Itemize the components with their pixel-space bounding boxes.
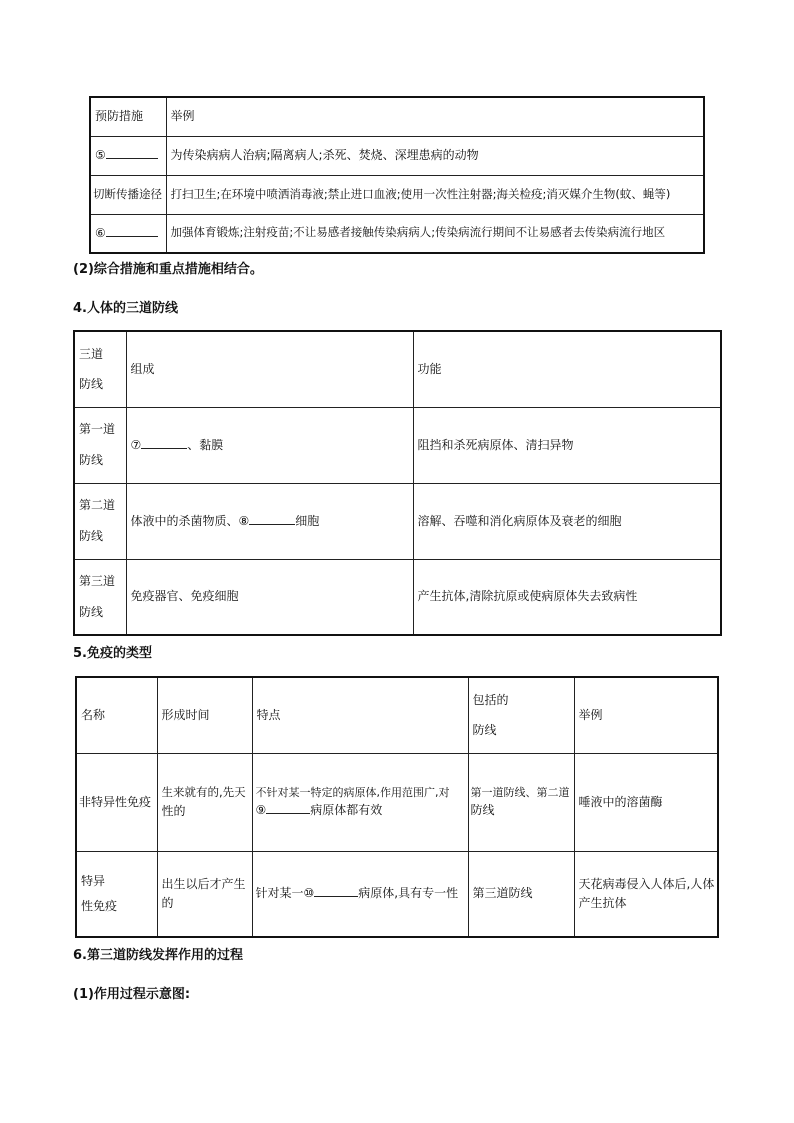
blank-cell: [90, 214, 166, 253]
feature-suffix: 病原体都有效: [310, 803, 383, 818]
composition-prefix: 体液中的杀菌物质、⑧: [130, 513, 250, 528]
section-title-immunity-types: 5.免疫的类型: [73, 646, 152, 661]
name-cell: [76, 753, 157, 851]
cell-line: 产生抗体: [578, 895, 627, 910]
cell-line: 生来就有的,先天: [161, 784, 246, 799]
header-cell: 预防措施: [90, 97, 166, 136]
table-row: [76, 677, 718, 753]
function-cell: 产生抗体,清除抗原或使病原体失去致病性: [413, 559, 721, 635]
feature-suffix: 病原体,具有专一性: [358, 886, 459, 901]
subsection-process-diagram: (1)作用过程示意图:: [73, 987, 191, 1002]
time-cell: [157, 753, 252, 851]
table-row: [74, 331, 721, 407]
cell-line: 不针对某一特定的病原体,作用范围广,对: [255, 786, 450, 800]
table-row: [90, 214, 704, 253]
cell-line: 非特异性免疫: [79, 794, 152, 809]
example-cell: 为传染病病人治病;隔离病人;杀死、焚烧、深埋患病的动物: [166, 136, 704, 175]
cell-line: 包括的: [472, 692, 509, 707]
cell-line: 特异: [81, 874, 106, 889]
include-cell: [468, 753, 574, 851]
feature-cell: [252, 851, 468, 937]
section-title-three-lines: 4.人体的三道防线: [73, 301, 178, 316]
table-row: [74, 483, 721, 559]
cell-line: 防线: [470, 803, 495, 818]
composition-prefix: ⑦: [130, 437, 142, 452]
cell-line: 第二道: [79, 498, 116, 513]
cell-line: 出生以后才产生: [161, 877, 246, 892]
fill-blank: [314, 885, 358, 897]
header-cell: 形成时间: [157, 677, 252, 753]
cell-line: 的: [161, 895, 174, 910]
cell-line: 性的: [161, 803, 186, 818]
function-cell: 溶解、吞噬和消化病原体及衰老的细胞: [413, 483, 721, 559]
cell-line: 防线: [79, 377, 104, 392]
cell-line: 第三道: [79, 574, 116, 589]
cell-line: 第一道防线、第二道: [470, 786, 570, 800]
cell-line: 第一道: [79, 422, 116, 437]
example-cell: 打扫卫生;在环境中喷洒消毒液;禁止进口血液;使用一次性注射器;海关检疫;消灭媒介生物(蚊、蝇等): [166, 175, 704, 214]
table-row: [90, 97, 704, 136]
composition-cell: 免疫器官、免疫细胞: [126, 559, 413, 635]
name-cell: [76, 851, 157, 937]
include-cell: 第三道防线: [468, 851, 574, 937]
table-row: [90, 175, 704, 214]
fill-blank: [266, 802, 310, 814]
cell-line: [256, 801, 465, 820]
header-cell: [468, 677, 574, 753]
example-cell: 加强体育锻炼;注射疫苗;不让易感者接触传染病病人;传染病流行期间不让易感者去传染病流行地区: [166, 214, 704, 253]
table-row: [74, 559, 721, 635]
cell-line: 唾液中的溶菌酶: [578, 794, 663, 809]
fill-blank: [249, 513, 295, 525]
cell-line: 防线: [79, 529, 104, 543]
example-cell: [574, 851, 718, 937]
cell-line: 天花病毒侵入人体后,人体: [578, 877, 715, 892]
composition-suffix: 、黏膜: [187, 437, 224, 452]
blank-cell: [90, 136, 166, 175]
feature-cell: [252, 753, 468, 851]
table-row: [90, 136, 704, 175]
line-cell: [74, 483, 126, 559]
blank-number: ⑨: [255, 803, 267, 818]
prevention-measures-table: [89, 96, 705, 254]
example-cell: [574, 753, 718, 851]
header-cell: [74, 331, 126, 407]
cell-line: 防线: [472, 723, 497, 738]
fill-blank: [106, 225, 158, 237]
blank-number: ⑤: [95, 148, 106, 163]
table-row: [74, 407, 721, 483]
composition-suffix: 细胞: [295, 513, 320, 528]
header-cell: 功能: [413, 331, 721, 407]
time-cell: [157, 851, 252, 937]
fill-blank: [106, 147, 158, 159]
composition-cell: [126, 407, 413, 483]
blank-number: ⑥: [95, 225, 106, 240]
header-cell: 组成: [126, 331, 413, 407]
cell-line: 性免疫: [81, 898, 118, 913]
section-title-third-line-process: 6.第三道防线发挥作用的过程: [73, 948, 243, 963]
header-cell: 举例: [574, 677, 718, 753]
note-combined-measures: (2)综合措施和重点措施相结合。: [73, 262, 263, 277]
cell-line: 三道: [79, 346, 104, 361]
composition-cell: [126, 483, 413, 559]
header-cell: 特点: [252, 677, 468, 753]
feature-prefix: 针对某一⑩: [255, 886, 315, 901]
function-cell: 阻挡和杀死病原体、清扫异物: [413, 407, 721, 483]
table-row: [76, 851, 718, 937]
header-cell: 举例: [166, 97, 704, 136]
three-lines-defense-table: [73, 330, 722, 636]
immunity-types-table: [75, 676, 719, 938]
fill-blank: [141, 437, 187, 449]
line-cell: [74, 407, 126, 483]
line-cell: [74, 559, 126, 635]
measure-cell: 切断传播途径: [90, 175, 166, 214]
header-cell: 名称: [76, 677, 157, 753]
cell-line: 防线: [79, 453, 104, 467]
table-row: [76, 753, 718, 851]
cell-line: 防线: [79, 604, 104, 619]
